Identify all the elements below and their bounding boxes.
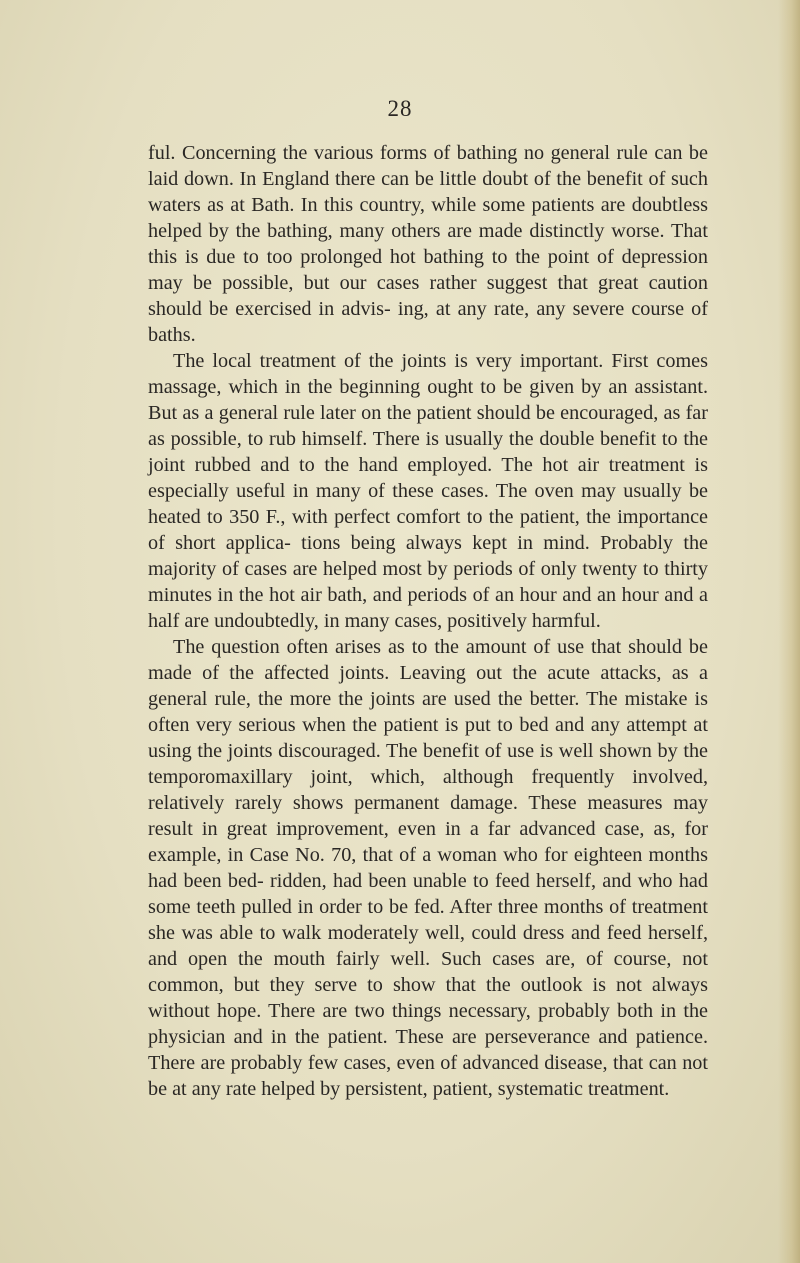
page-edge-shadow: [778, 0, 800, 1263]
body-text: [148, 140, 708, 1102]
paragraph-3: The question often arises as to the amount of use that should be made of the affected joints. Leaving out the acute attacks, as a general rule, the more the joints are used the better. The mistake is often very serious when the patient is put to bed and any attempt at using the joints discouraged. The benefit of use is well shown by the temporomaxillary joint, which, although frequently involved, relatively rarely shows permanent damage. These measures may result in great improvement, even in a far advanced case, as, for example, in Case No. 70, that of a woman who for eighteen months had been bed- ridden, had been unable to feed herself, and who had some teeth pulled in order to be fed. After three months of treatment she was able to walk moderately well, could dress and feed herself, and open the mouth fairly well. Such cases are, of course, not common, but they serve to show that the outlook is not always without hope. There are two things necessary, probably both in the physician and in the patient. These are perseverance and patience. There are probably few cases, even of advanced disease, that can not be at any rate helped by persistent, patient, systematic treatment.: [148, 636, 708, 1100]
page-number: 28: [387, 96, 413, 121]
paragraph-2: The local treatment of the joints is very important. First comes massage, which in the beginning ought to be given by an assistant. But as a general rule later on the patient should be encouraged, as far as possible, to rub himself. There is usually the double benefit to the joint rubbed and to the hand employed. The hot air treatment is especially useful in many of these cases. The oven may usually be heated to 350 F., with perfect comfort to the patient, the importance of short applica- tions being always kept in mind. Probably the majority of cases are helped most by periods of only twenty to thirty minutes in the hot air bath, and periods of an hour and an hour and a half are undoubtedly, in many cases, positively harmful.: [148, 350, 708, 632]
paragraph-1: ful. Concerning the various forms of bathing no general rule can be laid down. In England there can be little doubt of the benefit of such waters as at Bath. In this country, while some patients are doubtless helped by the bathing, many others are made distinctly worse. That this is due to too prolonged hot bathing to the point of depression may be possible, but our cases rather suggest that great caution should be exercised in advis- ing, at any rate, any severe course of baths.: [148, 142, 708, 346]
